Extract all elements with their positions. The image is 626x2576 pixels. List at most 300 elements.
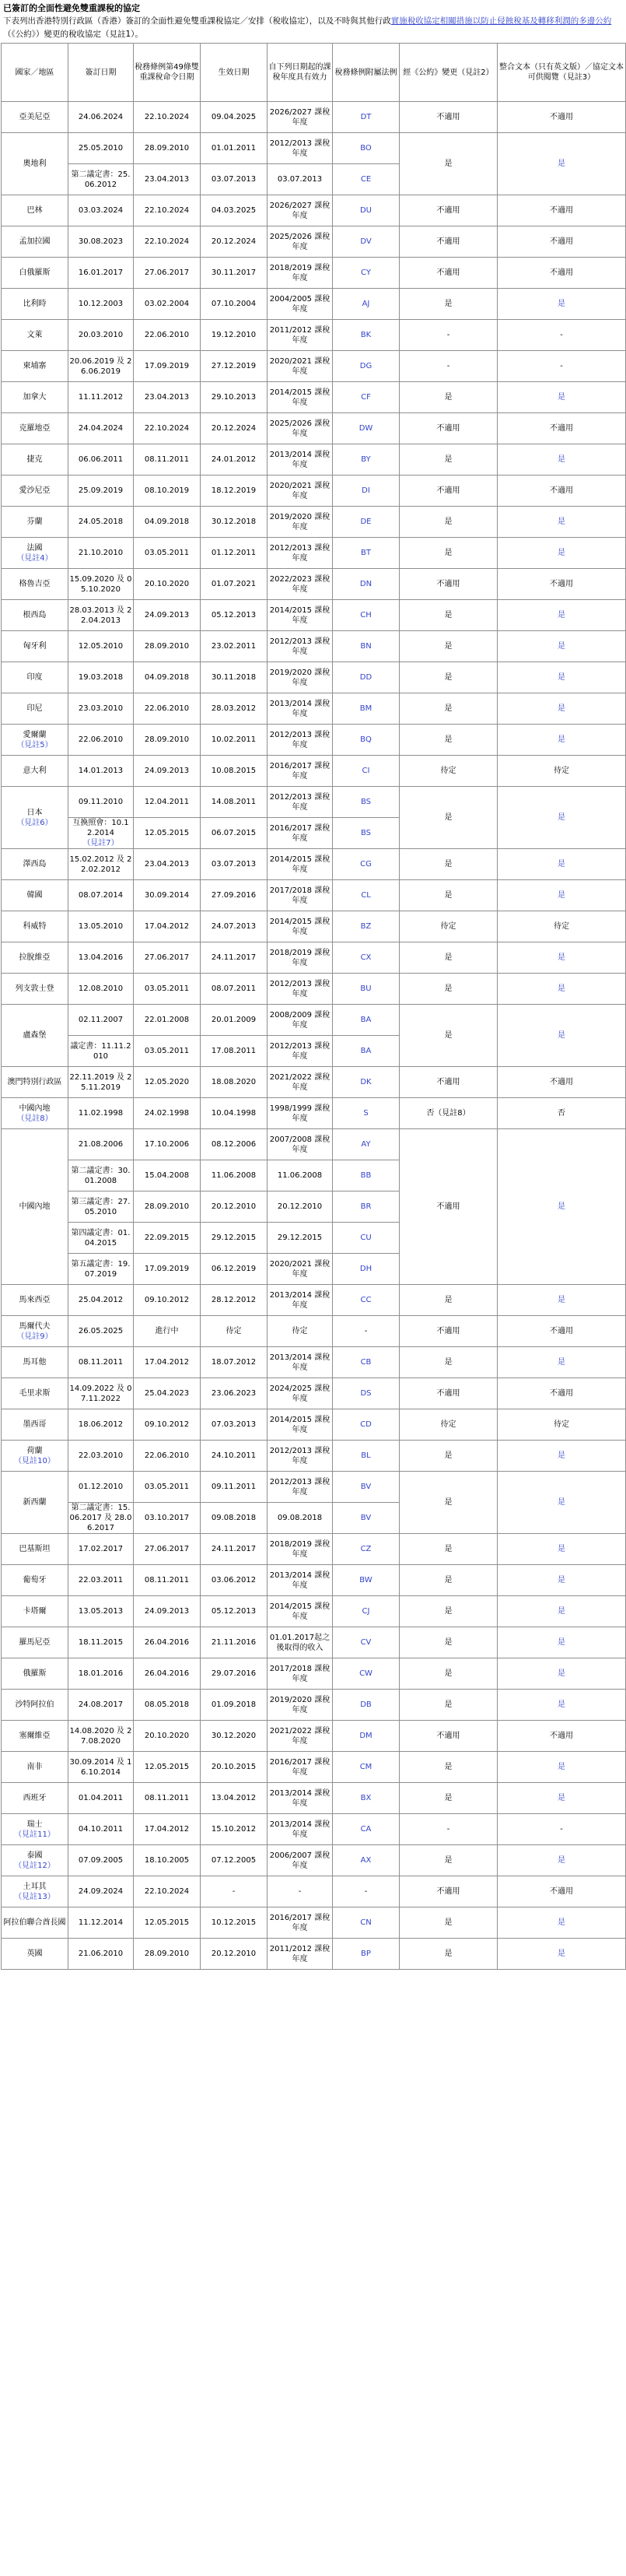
assessment-year: 2019/2020 課稅年度 bbox=[268, 507, 333, 538]
assessment-year: 2018/2019 課稅年度 bbox=[268, 1534, 333, 1565]
legislation-code-link[interactable]: CZ bbox=[333, 1534, 400, 1565]
country-cell bbox=[2, 413, 68, 444]
sign-date: 02.11.2007 bbox=[78, 1016, 124, 1024]
text-link[interactable]: 是 bbox=[498, 1534, 626, 1565]
table-row bbox=[2, 1907, 626, 1939]
header-subsidiary-legislation: 稅務條例附屬法例 bbox=[333, 44, 400, 102]
effective-date: 01.01.2011 bbox=[201, 133, 268, 164]
country-note-link[interactable]: （見註11） bbox=[14, 1830, 55, 1839]
mli-status: 不適用 bbox=[400, 258, 498, 289]
mli-status: 是 bbox=[400, 1752, 498, 1783]
country-name: 克羅地亞 bbox=[19, 424, 51, 433]
country-cell bbox=[2, 1876, 68, 1907]
text-link[interactable]: 是 bbox=[498, 662, 626, 693]
sign-date: 15.09.2020 及 05.10.2020 bbox=[69, 574, 132, 594]
legislation-code-link[interactable]: DU bbox=[333, 195, 400, 226]
text-status: 待定 bbox=[498, 1409, 626, 1441]
country-note-link[interactable]: （見註5） bbox=[16, 740, 53, 749]
text-link[interactable]: 是 bbox=[498, 507, 626, 538]
table-row bbox=[2, 444, 626, 476]
text-link[interactable]: 是 bbox=[498, 1005, 626, 1067]
legislation-code-link[interactable]: BA bbox=[333, 1005, 400, 1036]
text-link[interactable]: 是 bbox=[498, 1596, 626, 1627]
assessment-year: 2007/2008 課稅年度 bbox=[268, 1129, 333, 1160]
text-link[interactable]: 是 bbox=[498, 849, 626, 880]
legislation-code-link[interactable]: BU bbox=[333, 974, 400, 1005]
table-row bbox=[2, 413, 626, 444]
sign-date: 17.02.2017 bbox=[78, 1545, 124, 1553]
text-link[interactable]: 是 bbox=[498, 289, 626, 320]
legislation-code-link[interactable]: S bbox=[333, 1098, 400, 1129]
legislation-code-link[interactable]: AY bbox=[333, 1129, 400, 1160]
effective-date: 10.08.2015 bbox=[201, 756, 268, 787]
text-status: 不適用 bbox=[498, 1316, 626, 1347]
legislation-code-link[interactable]: BV bbox=[333, 1503, 400, 1534]
country-name: 印度 bbox=[26, 673, 43, 682]
order-date: 28.09.2010 bbox=[134, 1191, 201, 1223]
order-date: 23.04.2013 bbox=[134, 382, 201, 413]
table-row bbox=[2, 1752, 626, 1783]
sign-date-cell bbox=[68, 631, 134, 662]
legislation-code-link[interactable]: BA bbox=[333, 1036, 400, 1067]
sign-date-cell bbox=[68, 1534, 134, 1565]
legislation-code-link[interactable]: BQ bbox=[333, 725, 400, 756]
legislation-code-link[interactable]: AJ bbox=[333, 289, 400, 320]
mli-status: 是 bbox=[400, 600, 498, 631]
country-name: 南非 bbox=[26, 1763, 43, 1771]
assessment-year: 2011/2012 課稅年度 bbox=[268, 320, 333, 351]
order-date: 24.09.2013 bbox=[134, 756, 201, 787]
text-link[interactable]: 是 bbox=[498, 974, 626, 1005]
text-link[interactable]: 是 bbox=[498, 1658, 626, 1690]
assessment-year: 1998/1999 課稅年度 bbox=[268, 1098, 333, 1129]
table-row bbox=[2, 538, 626, 569]
effective-date: 09.11.2011 bbox=[201, 1472, 268, 1503]
country-name: 馬來西亞 bbox=[19, 1296, 51, 1304]
assessment-year: 2013/2014 課稅年度 bbox=[268, 1285, 333, 1316]
legislation-code-link[interactable]: CG bbox=[333, 849, 400, 880]
order-date: 24.09.2013 bbox=[134, 1596, 201, 1627]
page-title: 已簽訂的全面性避免雙重課稅的協定 bbox=[3, 3, 140, 13]
text-link[interactable]: 是 bbox=[498, 1783, 626, 1814]
mli-status: 是 bbox=[400, 849, 498, 880]
country-name: 土耳其 bbox=[23, 1882, 47, 1891]
country-cell bbox=[2, 1441, 68, 1472]
table-row bbox=[2, 1596, 626, 1627]
sign-date-cell bbox=[68, 1223, 134, 1254]
legislation-code-link[interactable]: DG bbox=[333, 351, 400, 382]
effective-date: 18.08.2020 bbox=[201, 1067, 268, 1098]
legislation-code-link[interactable]: CU bbox=[333, 1223, 400, 1254]
legislation-code-link[interactable]: CD bbox=[333, 1409, 400, 1441]
assessment-year: 2013/2014 課稅年度 bbox=[268, 444, 333, 476]
intro-text-after: （《公約》）變更的稅收協定（見註1）。 bbox=[3, 30, 143, 39]
legislation-code-link[interactable]: CF bbox=[333, 382, 400, 413]
country-name: 英國 bbox=[26, 1950, 43, 1958]
sign-date: 08.11.2011 bbox=[78, 1358, 124, 1367]
text-link[interactable]: 是 bbox=[498, 631, 626, 662]
country-cell bbox=[2, 1907, 68, 1939]
legislation-code-link[interactable]: BY bbox=[333, 444, 400, 476]
country-note-link[interactable]: （見註9） bbox=[16, 1332, 53, 1341]
legislation-code-link[interactable]: CX bbox=[333, 942, 400, 974]
sign-date-cell bbox=[68, 569, 134, 600]
legislation-code-link[interactable]: DI bbox=[333, 476, 400, 507]
legislation-code-link[interactable]: BM bbox=[333, 693, 400, 725]
assessment-year: 2020/2021 課稅年度 bbox=[268, 351, 333, 382]
sign-date: 25.04.2012 bbox=[78, 1296, 124, 1304]
country-cell bbox=[2, 725, 68, 756]
order-date: 24.09.2013 bbox=[134, 600, 201, 631]
country-name: 芬蘭 bbox=[26, 518, 43, 526]
sign-date-cell bbox=[68, 258, 134, 289]
text-link[interactable]: 是 bbox=[498, 1752, 626, 1783]
assessment-year: 2013/2014 課稅年度 bbox=[268, 1783, 333, 1814]
legislation-code-link[interactable]: CM bbox=[333, 1752, 400, 1783]
text-link[interactable]: 是 bbox=[498, 1690, 626, 1721]
sign-date: 22.03.2010 bbox=[78, 1451, 124, 1460]
country-name: 法國 bbox=[26, 543, 43, 553]
table-row bbox=[2, 1441, 626, 1472]
legislation-code-link[interactable]: CA bbox=[333, 1814, 400, 1845]
country-name: 匈牙利 bbox=[23, 642, 47, 651]
sign-date-cell bbox=[68, 1254, 134, 1285]
assessment-year: 2025/2026 課稅年度 bbox=[268, 413, 333, 444]
mli-status: - bbox=[400, 320, 498, 351]
legislation-code-link[interactable]: BN bbox=[333, 631, 400, 662]
mli-link[interactable]: 實施稅收協定相關措施以防止侵蝕稅基及轉移利潤的多邊公約 bbox=[390, 16, 612, 26]
order-date: 28.09.2010 bbox=[134, 133, 201, 164]
country-cell bbox=[2, 351, 68, 382]
sign-date-cell bbox=[68, 1690, 134, 1721]
text-status: 否 bbox=[498, 1098, 626, 1129]
sign-date-cell bbox=[68, 787, 134, 818]
legislation-code-link[interactable]: DK bbox=[333, 1067, 400, 1098]
text-link[interactable]: 是 bbox=[498, 600, 626, 631]
assessment-year: 2012/2013 課稅年度 bbox=[268, 974, 333, 1005]
legislation-code-link[interactable]: BZ bbox=[333, 911, 400, 942]
table-row bbox=[2, 693, 626, 725]
order-date: 23.04.2013 bbox=[134, 164, 201, 195]
effective-date: 18.12.2019 bbox=[201, 476, 268, 507]
text-link[interactable]: 是 bbox=[498, 693, 626, 725]
table-row bbox=[2, 1285, 626, 1316]
legislation-code-link[interactable]: DS bbox=[333, 1378, 400, 1409]
table-row bbox=[2, 1690, 626, 1721]
legislation-code-link[interactable]: CH bbox=[333, 600, 400, 631]
country-cell bbox=[2, 1472, 68, 1534]
sign-date-cell bbox=[68, 942, 134, 974]
assessment-year: 2016/2017 課稅年度 bbox=[268, 1907, 333, 1939]
effective-date: 01.07.2021 bbox=[201, 569, 268, 600]
legislation-code-link[interactable]: BL bbox=[333, 1441, 400, 1472]
country-name: 捷克 bbox=[26, 455, 43, 464]
table-row bbox=[2, 1876, 626, 1907]
order-date: 26.04.2016 bbox=[134, 1627, 201, 1658]
text-link[interactable]: 是 bbox=[498, 1129, 626, 1285]
sign-date-cell bbox=[68, 1503, 134, 1534]
order-date: 03.05.2011 bbox=[134, 974, 201, 1005]
country-note-link[interactable]: （見註10） bbox=[14, 1456, 55, 1465]
country-name: 中國內地 bbox=[19, 1104, 51, 1113]
effective-date: 20.12.2010 bbox=[201, 1939, 268, 1970]
effective-date: 06.12.2019 bbox=[201, 1254, 268, 1285]
mli-status: 不適用 bbox=[400, 102, 498, 133]
sign-date-cell bbox=[68, 1129, 134, 1160]
legislation-code-link[interactable]: DH bbox=[333, 1254, 400, 1285]
effective-date: 09.04.2025 bbox=[201, 102, 268, 133]
assessment-year: 03.07.2013 bbox=[268, 164, 333, 195]
mli-status: 待定 bbox=[400, 756, 498, 787]
text-status: 不適用 bbox=[498, 258, 626, 289]
effective-date: 14.08.2011 bbox=[201, 787, 268, 818]
order-date: 03.05.2011 bbox=[134, 1472, 201, 1503]
mli-status: 不適用 bbox=[400, 1721, 498, 1752]
country-name: 馬爾代夫 bbox=[19, 1321, 51, 1331]
sign-date-cell bbox=[68, 1285, 134, 1316]
assessment-year: 2012/2013 課稅年度 bbox=[268, 1441, 333, 1472]
legislation-code-link[interactable]: CW bbox=[333, 1658, 400, 1690]
country-cell bbox=[2, 1316, 68, 1347]
header-country: 國家／地區 bbox=[2, 44, 68, 102]
assessment-year: 2020/2021 課稅年度 bbox=[268, 476, 333, 507]
mli-status: 不適用 bbox=[400, 1378, 498, 1409]
effective-date: 05.12.2013 bbox=[201, 600, 268, 631]
legislation-code-link[interactable]: CB bbox=[333, 1347, 400, 1378]
assessment-year: 01.01.2017起之後取得的收入 bbox=[268, 1627, 333, 1658]
legislation-code-link[interactable]: CC bbox=[333, 1285, 400, 1316]
country-note-link[interactable]: （見註12） bbox=[14, 1861, 55, 1870]
text-link[interactable]: 是 bbox=[498, 1565, 626, 1596]
mli-status: 不適用 bbox=[400, 1316, 498, 1347]
assessment-year: 2024/2025 課稅年度 bbox=[268, 1378, 333, 1409]
country-note-link[interactable]: （見註6） bbox=[16, 818, 53, 827]
country-note-link[interactable]: （見註13） bbox=[14, 1892, 55, 1901]
legislation-code-link[interactable]: DD bbox=[333, 662, 400, 693]
assessment-year: 2020/2021 課稅年度 bbox=[268, 1254, 333, 1285]
legislation-code-link[interactable]: BX bbox=[333, 1783, 400, 1814]
table-row bbox=[2, 1565, 626, 1596]
effective-date: 21.11.2016 bbox=[201, 1627, 268, 1658]
effective-date: 30.12.2018 bbox=[201, 507, 268, 538]
text-link[interactable]: 是 bbox=[498, 1441, 626, 1472]
legislation-code-link[interactable]: BS bbox=[333, 787, 400, 818]
order-date: 08.11.2011 bbox=[134, 444, 201, 476]
effective-date: 10.12.2015 bbox=[201, 1907, 268, 1939]
sign-date-cell bbox=[68, 1658, 134, 1690]
legislation-code-link[interactable]: BS bbox=[333, 818, 400, 849]
sign-date-cell bbox=[68, 1876, 134, 1907]
country-cell bbox=[2, 974, 68, 1005]
legislation-code-link[interactable]: DE bbox=[333, 507, 400, 538]
intro bbox=[0, 0, 626, 43]
country-name: 塞爾維亞 bbox=[19, 1732, 51, 1740]
table-row bbox=[2, 756, 626, 787]
country-cell bbox=[2, 849, 68, 880]
text-link[interactable]: 是 bbox=[498, 1285, 626, 1316]
table-row bbox=[2, 133, 626, 164]
table-row bbox=[2, 102, 626, 133]
text-link[interactable]: 是 bbox=[498, 1472, 626, 1534]
text-link[interactable]: 是 bbox=[498, 444, 626, 476]
mli-status: 是 bbox=[400, 1627, 498, 1658]
table-row bbox=[2, 1472, 626, 1503]
legislation-code-link[interactable]: BO bbox=[333, 133, 400, 164]
legislation-code-link[interactable]: BR bbox=[333, 1191, 400, 1223]
effective-date: - bbox=[201, 1876, 268, 1907]
sign-date: 24.05.2018 bbox=[78, 518, 124, 526]
legislation-code-link[interactable]: BK bbox=[333, 320, 400, 351]
mli-status: 是 bbox=[400, 631, 498, 662]
text-link[interactable]: 是 bbox=[498, 1939, 626, 1970]
text-link[interactable]: 是 bbox=[498, 787, 626, 849]
sign-date-cell bbox=[68, 974, 134, 1005]
sign-date: 20.06.2019 及 26.06.2019 bbox=[69, 356, 132, 376]
sign-date: 15.02.2012 及 22.02.2012 bbox=[69, 855, 132, 874]
table-row bbox=[2, 1378, 626, 1409]
text-link[interactable]: 是 bbox=[498, 942, 626, 974]
legislation-code-link[interactable]: DB bbox=[333, 1690, 400, 1721]
legislation-code-link[interactable]: CI bbox=[333, 756, 400, 787]
effective-date: 19.12.2010 bbox=[201, 320, 268, 351]
text-link[interactable]: 是 bbox=[498, 1347, 626, 1378]
country-cell bbox=[2, 320, 68, 351]
legislation-code-link[interactable]: BV bbox=[333, 1472, 400, 1503]
mli-status: 是 bbox=[400, 725, 498, 756]
legislation-code-link[interactable]: AX bbox=[333, 1845, 400, 1876]
assessment-year: 11.06.2008 bbox=[268, 1160, 333, 1191]
text-link[interactable]: 是 bbox=[498, 538, 626, 569]
sign-date-cell bbox=[68, 1409, 134, 1441]
sign-date: 22.06.2010 bbox=[78, 735, 124, 744]
table-row bbox=[2, 1129, 626, 1160]
legislation-code-link[interactable]: DN bbox=[333, 569, 400, 600]
country-name: 意大利 bbox=[23, 767, 47, 775]
country-name: 毛里求斯 bbox=[19, 1389, 51, 1398]
treaty-table bbox=[1, 43, 626, 1970]
order-date: 22.10.2024 bbox=[134, 226, 201, 258]
sign-date-cell bbox=[68, 1378, 134, 1409]
legislation-code-link[interactable]: BT bbox=[333, 538, 400, 569]
sign-date-cell bbox=[68, 1347, 134, 1378]
assessment-year: 2019/2020 課稅年度 bbox=[268, 662, 333, 693]
order-date: 12.04.2011 bbox=[134, 787, 201, 818]
assessment-year: 2012/2013 課稅年度 bbox=[268, 631, 333, 662]
legislation-code-link[interactable]: CJ bbox=[333, 1596, 400, 1627]
country-cell bbox=[2, 1658, 68, 1690]
text-link[interactable]: 是 bbox=[498, 1845, 626, 1876]
sign-date-cell bbox=[68, 444, 134, 476]
mli-status: 是 bbox=[400, 133, 498, 195]
table-row bbox=[2, 258, 626, 289]
legislation-code-link[interactable]: CE bbox=[333, 164, 400, 195]
effective-date: 24.11.2017 bbox=[201, 1534, 268, 1565]
sign-date-cell bbox=[68, 351, 134, 382]
country-note-link[interactable]: （見註4） bbox=[16, 553, 53, 563]
sign-date: 14.08.2020 及 27.08.2020 bbox=[69, 1726, 132, 1746]
table-row bbox=[2, 1627, 626, 1658]
country-name: 比利時 bbox=[23, 300, 47, 308]
country-name: 荷蘭 bbox=[26, 1446, 43, 1455]
country-cell bbox=[2, 1783, 68, 1814]
assessment-year: 2012/2013 課稅年度 bbox=[268, 1472, 333, 1503]
sign-date-cell bbox=[68, 164, 134, 195]
sign-date: 22.03.2011 bbox=[78, 1576, 124, 1585]
sign-date-cell bbox=[68, 1939, 134, 1970]
sign-date-cell bbox=[68, 1752, 134, 1783]
sign-date: 第二議定書：15.06.2017 及 28.06.2017 bbox=[69, 1504, 132, 1532]
legislation-code-link[interactable]: BP bbox=[333, 1939, 400, 1970]
sign-date: 12.05.2010 bbox=[78, 642, 124, 651]
country-name: 根西島 bbox=[23, 611, 47, 619]
legislation-code-link[interactable]: BB bbox=[333, 1160, 400, 1191]
table-row bbox=[2, 382, 626, 413]
legislation-code-link[interactable]: CY bbox=[333, 258, 400, 289]
text-link[interactable]: 是 bbox=[498, 1907, 626, 1939]
text-link[interactable]: 是 bbox=[498, 725, 626, 756]
legislation-code-link[interactable]: CL bbox=[333, 880, 400, 911]
legislation-code-link[interactable]: DV bbox=[333, 226, 400, 258]
legislation-code-link[interactable]: DM bbox=[333, 1721, 400, 1752]
country-note-link[interactable]: （見註8） bbox=[16, 1114, 53, 1123]
assessment-year: 2004/2005 課稅年度 bbox=[268, 289, 333, 320]
order-date: 23.04.2013 bbox=[134, 849, 201, 880]
text-link[interactable]: 是 bbox=[498, 133, 626, 195]
country-cell bbox=[2, 1814, 68, 1845]
text-link[interactable]: 是 bbox=[498, 1627, 626, 1658]
legislation-code-link[interactable]: CN bbox=[333, 1907, 400, 1939]
effective-date: 01.09.2018 bbox=[201, 1690, 268, 1721]
order-date: 20.10.2020 bbox=[134, 569, 201, 600]
sign-date: 11.12.2014 bbox=[78, 1918, 124, 1927]
sign-date: 18.01.2016 bbox=[78, 1669, 124, 1678]
header-sign-date: 簽訂日期 bbox=[68, 44, 134, 102]
assessment-year: 2008/2009 課稅年度 bbox=[268, 1005, 333, 1036]
order-date: 20.10.2020 bbox=[134, 1721, 201, 1752]
text-link[interactable]: 是 bbox=[498, 382, 626, 413]
order-date: 22.01.2008 bbox=[134, 1005, 201, 1036]
country-cell bbox=[2, 382, 68, 413]
sign-date: 第二議定書：25.06.2012 bbox=[71, 170, 131, 189]
text-status: 不適用 bbox=[498, 1876, 626, 1907]
mli-status: 是 bbox=[400, 942, 498, 974]
text-link[interactable]: 是 bbox=[498, 880, 626, 911]
country-cell bbox=[2, 258, 68, 289]
mli-status: 是 bbox=[400, 1845, 498, 1876]
sign-note-link[interactable]: （見註7） bbox=[82, 839, 119, 848]
order-date: 22.10.2024 bbox=[134, 195, 201, 226]
legislation-code-link[interactable]: DW bbox=[333, 413, 400, 444]
mli-status: 不適用 bbox=[400, 413, 498, 444]
order-date: 12.05.2020 bbox=[134, 1067, 201, 1098]
country-name: 西班牙 bbox=[23, 1794, 47, 1802]
mli-status: 是 bbox=[400, 693, 498, 725]
sign-date-cell bbox=[68, 1441, 134, 1472]
sign-date: 第二議定書：30.01.2008 bbox=[71, 1166, 131, 1185]
effective-date: 20.12.2024 bbox=[201, 413, 268, 444]
order-date: 28.09.2010 bbox=[134, 631, 201, 662]
country-name: 沙特阿拉伯 bbox=[15, 1700, 54, 1709]
table-row bbox=[2, 849, 626, 880]
table-row bbox=[2, 1783, 626, 1814]
mli-status: 不適用 bbox=[400, 1129, 498, 1285]
legislation-code-link[interactable]: DT bbox=[333, 102, 400, 133]
legislation-code-link[interactable]: CV bbox=[333, 1627, 400, 1658]
legislation-code-link[interactable]: BW bbox=[333, 1565, 400, 1596]
sign-date-cell bbox=[68, 320, 134, 351]
sign-date: 28.03.2013 及 22.04.2013 bbox=[69, 605, 132, 625]
sign-date: 23.03.2010 bbox=[78, 704, 124, 713]
